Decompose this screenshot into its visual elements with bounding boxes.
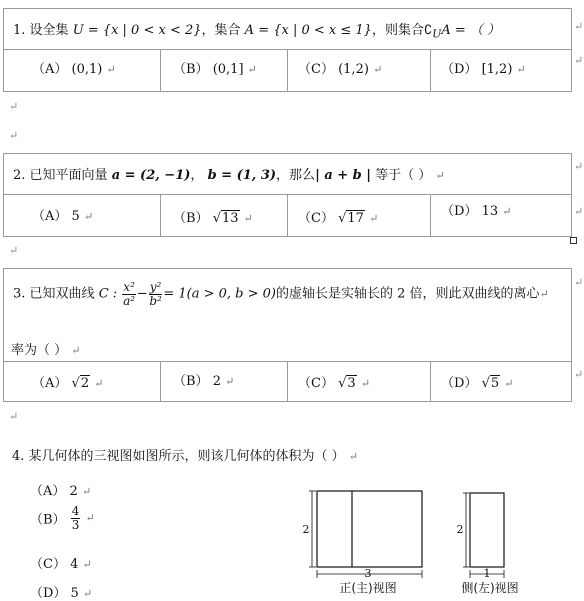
q1-set-a: A = {x | 0 < x ≤ 1} bbox=[244, 23, 372, 38]
q3-option-a-radicand: 2 bbox=[80, 376, 90, 391]
question-3-stem: 3. 已知双曲线 C : $\frac{\text{x²}}{\text{a²}}$ − $\frac{\text{y²}}{\text{b²}}$ = 1(a > 0, b > 0)的虚轴长是实轴长的 2 倍，则此双曲线的离心↵ bbox=[13, 280, 549, 308]
q1-options-row bbox=[4, 49, 571, 92]
q1-stem-c: ，则集合 bbox=[371, 23, 424, 38]
q1-stem-b: ，集合 bbox=[201, 23, 241, 38]
q1-tail: A = （ ） bbox=[441, 23, 501, 38]
paragraph-mark: ↵ bbox=[574, 205, 584, 218]
front-view-rect bbox=[317, 491, 422, 567]
q1-subscript-u: U bbox=[432, 27, 442, 41]
paragraph-mark: ↵ bbox=[9, 129, 19, 142]
q1-option-b[interactable]: （B） (0,1] ↵ bbox=[161, 50, 288, 92]
question-3-box bbox=[3, 268, 572, 402]
complement-symbol: ∁ bbox=[423, 23, 433, 38]
q2-options-row bbox=[4, 194, 571, 237]
side-width-label: 1 bbox=[483, 567, 491, 580]
paragraph-mark: ↵ bbox=[574, 368, 584, 381]
question-1-stem bbox=[13, 19, 500, 41]
paragraph-mark: ↵ bbox=[574, 276, 584, 289]
paragraph-mark: ↵ bbox=[574, 54, 584, 67]
q3-option-c-radicand: 3 bbox=[347, 376, 356, 391]
q3-curve-label: C : bbox=[98, 286, 118, 302]
q2-stem-c: 等于（ ） bbox=[375, 168, 432, 183]
front-view-drawing bbox=[300, 486, 435, 595]
q3-option-a[interactable]: （A） √2 ↵ bbox=[4, 362, 161, 402]
q4-option-b-fraction: $\frac{4}{3}$ bbox=[71, 504, 80, 532]
q3-option-d-radicand: 5 bbox=[490, 376, 500, 391]
q3-stem-b: 的虚轴长是实轴长的 2 倍，则此双曲线的离心 bbox=[276, 286, 540, 302]
question-3-line-2: 率为（ ） ↵ bbox=[11, 343, 81, 358]
question-2-box bbox=[3, 153, 572, 237]
front-width-label: 3 bbox=[364, 567, 372, 580]
paragraph-mark: ↵ bbox=[9, 410, 19, 423]
question-4-stem: 4. 某几何体的三视图如图所示，则该几何体的体积为（ ） ↵ bbox=[12, 449, 359, 464]
q1-option-a[interactable]: （A） (0,1) ↵ bbox=[4, 50, 161, 92]
q2-expression: | a + b | bbox=[315, 168, 372, 183]
q1-stem-a: 1. 设全集 bbox=[13, 23, 69, 38]
q3-fraction-x: $\frac{\text{x²}}{\text{a²}}$ bbox=[123, 280, 136, 308]
question-2-stem: 2. 已知平面向量 a = (2, −1)， b = (1, 3)，那么| a + b | 等于（ ） ↵ bbox=[13, 168, 445, 183]
front-view-caption: 正(主)视图 bbox=[339, 581, 397, 595]
paragraph-mark: ↵ bbox=[9, 100, 19, 113]
table-resize-handle[interactable] bbox=[570, 237, 577, 244]
q3-option-b[interactable]: （B） 2 ↵ bbox=[161, 362, 288, 402]
paragraph-mark: ↵ bbox=[574, 160, 584, 173]
q2-option-c[interactable]: （C） √17 ↵ bbox=[288, 195, 431, 237]
q2-option-b-radicand: 13 bbox=[222, 211, 239, 226]
q4-option-a[interactable]: （A） 2 ↵ bbox=[30, 484, 92, 499]
front-height-label: 2 bbox=[302, 523, 310, 536]
q4-option-b[interactable]: （B） $\frac{4}{3}$ ↵ bbox=[30, 504, 95, 532]
side-height-label: 2 bbox=[456, 523, 464, 536]
q2-option-a[interactable]: （A） 5 ↵ bbox=[4, 195, 161, 237]
q2-option-d[interactable]: （D） 13 ↵ bbox=[441, 204, 512, 219]
side-view-drawing bbox=[455, 486, 535, 595]
q2-vector-b: b = (1, 3) bbox=[207, 168, 277, 183]
side-view-caption: 侧(左)视图 bbox=[461, 581, 519, 595]
q2-option-b[interactable]: （B） √13 ↵ bbox=[161, 195, 288, 237]
question-1-box bbox=[3, 8, 572, 92]
q4-option-c[interactable]: （C） 4 ↵ bbox=[30, 557, 92, 572]
q3-fraction-y: $\frac{\text{y²}}{\text{b²}}$ bbox=[149, 280, 162, 308]
q2-stem-a: 2. 已知平面向量 bbox=[13, 168, 108, 183]
paragraph-mark: ↵ bbox=[574, 20, 584, 33]
q3-option-d[interactable]: （D） √5 ↵ bbox=[441, 376, 514, 391]
q1-option-c[interactable]: （C） (1,2) ↵ bbox=[288, 50, 431, 92]
paragraph-mark: ↵ bbox=[9, 244, 19, 257]
q2-vector-a: a = (2, −1) bbox=[111, 168, 191, 183]
q3-option-c[interactable]: （C） √3 ↵ bbox=[288, 362, 431, 402]
side-view-rect bbox=[470, 493, 504, 567]
q1-set-u: U = {x | 0 < x < 2} bbox=[72, 23, 202, 38]
q1-option-d[interactable]: （D） [1,2) ↵ bbox=[441, 62, 526, 77]
q2-option-c-radicand: 17 bbox=[347, 211, 364, 226]
q3-stem-a: 3. 已知双曲线 bbox=[13, 286, 95, 302]
q2-stem-b: ，那么 bbox=[276, 168, 316, 183]
q3-equation-tail: = 1(a > 0, b > 0) bbox=[163, 286, 277, 302]
q4-option-d[interactable]: （D） 5 ↵ bbox=[30, 586, 93, 601]
q3-options-row bbox=[4, 361, 571, 402]
